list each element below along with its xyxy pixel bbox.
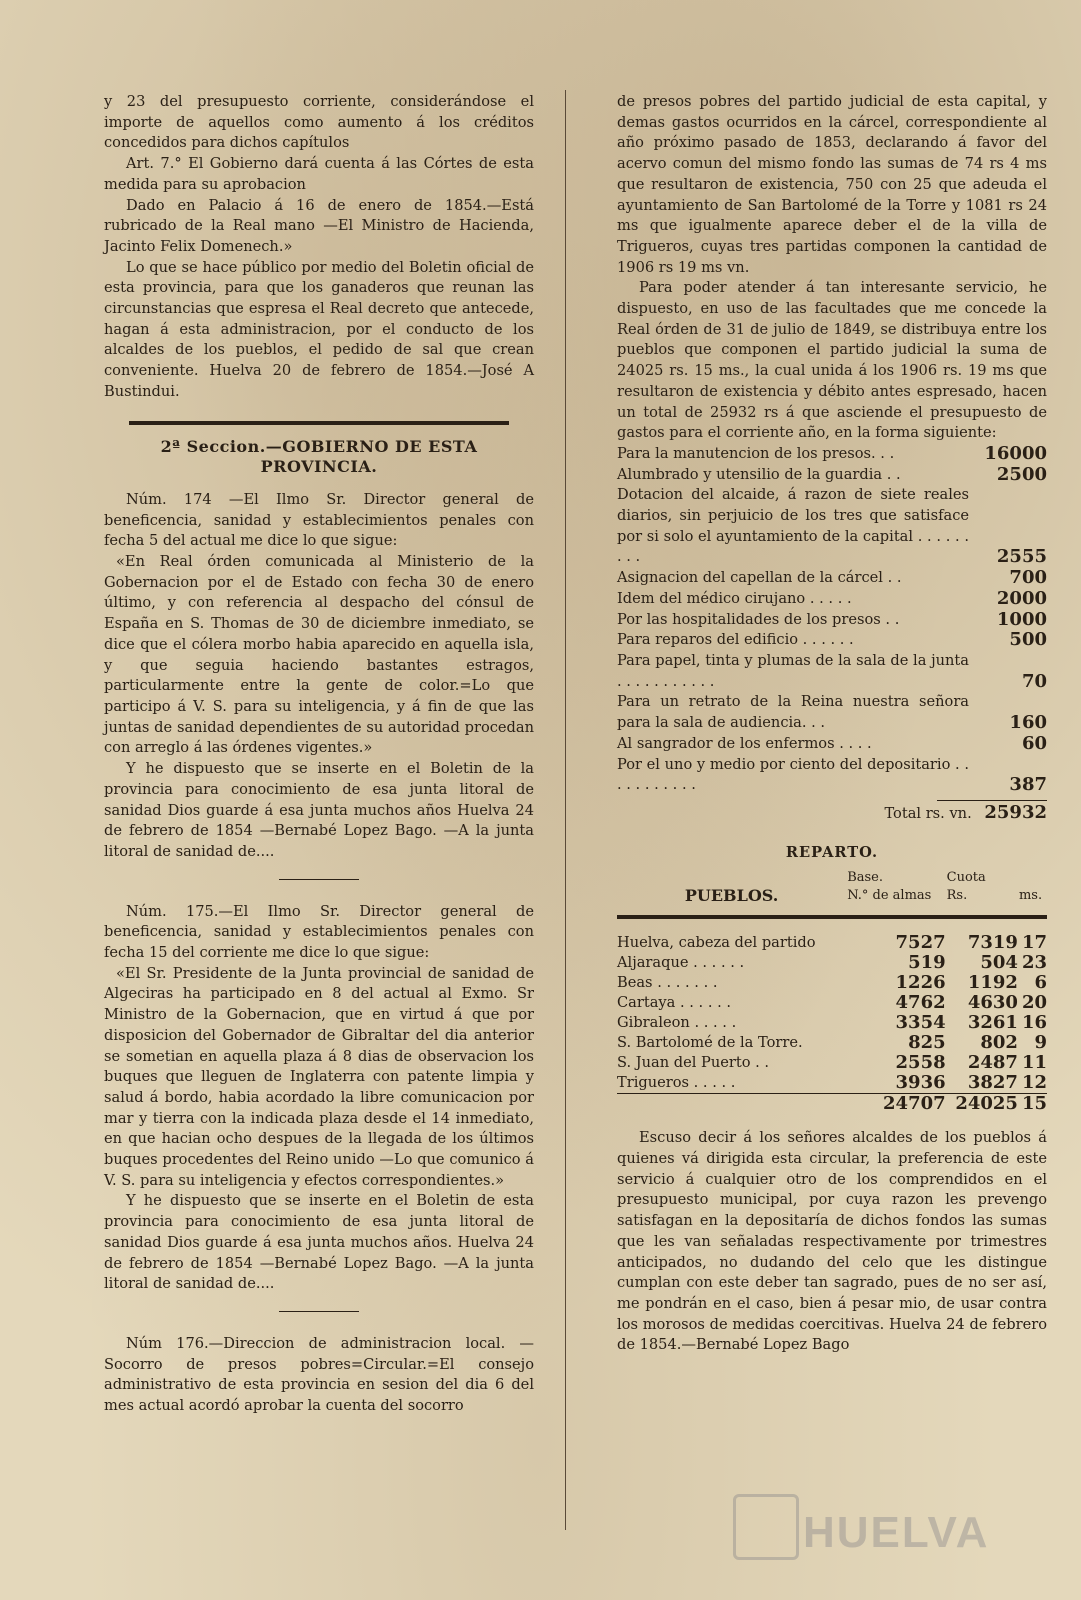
table-row: Trigueros . . . . . 3936 3827 12 bbox=[617, 1072, 1047, 1094]
table-row: Cartaya . . . . . . 4762 4630 20 bbox=[617, 992, 1047, 1014]
budget-row: Por el uno y medio por ciento del depositario . . . . . . . . . . . 387 bbox=[617, 755, 1047, 796]
header-pueblos: PUEBLOS. bbox=[684, 886, 779, 906]
section-title: 2ª Seccion.—GOBIERNO DE ESTA PROVINCIA. bbox=[160, 436, 478, 477]
notice-paragraph: Lo que se hace público por medio del Boletin oficial de esta provincia, para que los ganaderos que reunan las circunstancias que espresa el Real decreto que antecede, hagan á esta administracion, por el conducto de los alcaldes de los pueblos, el pedido de sal que crean conveniente. Huelva 20 de febrero de 1854.—José A Bustindui. bbox=[104, 258, 534, 400]
budget-row: Al sangrador de los enfermos . . . . 60 bbox=[617, 732, 1047, 754]
table-row: Gibraleon . . . . . 3354 3261 16 bbox=[617, 1012, 1047, 1034]
reparto-table bbox=[617, 869, 1047, 1114]
table-row: S. Bartolomé de la Torre. 825 802 9 bbox=[617, 1032, 1047, 1054]
table-row: Huelva, cabeza del partido 7527 7319 17 bbox=[617, 932, 1047, 954]
table-sum-row: 24707 24025 15 bbox=[617, 1094, 1047, 1115]
left-column bbox=[104, 92, 534, 1417]
item-174-quote: «En Real órden comunicada al Ministerio de la Gobernacion por el de Estado con fecha 30 de enero último, y con referencia al despacho del cónsul de España en S. Thomas de 30 de diciembre inmediato, se dice que el cólera morbo habia aparecido en aquella isla, y que seguia haciendo bastantes estragos, particularmente entre la gente de color.=Lo que participo á V. S. para su inteligencia, y á fin de que las juntas de sanidad dependientes de su autoridad procedan con arreglo á las órdenes vigentes.» bbox=[104, 553, 534, 757]
decree-signature: Dado en Palacio á 16 de enero de 1854.—Está rubricado de la Real mano —El Ministro de Hacienda, Jacinto Felix Domenech.» bbox=[104, 196, 534, 255]
total-label: Total rs. vn. bbox=[884, 804, 972, 822]
header-almas: N.° de almas bbox=[847, 888, 932, 904]
header-rs: Rs. bbox=[946, 888, 968, 904]
budget-row: Para reparos del edificio . . . . . . 500 bbox=[617, 629, 1047, 651]
closing-paragraph: Escuso decir á los señores alcaldes de los pueblos á quienes vá dirigida esta circular, la preferencia de este servicio á cualquier otro de los comprendidos en el presupuesto municipal, por cuya razon les prevengo satisfagan en la depositaría de dichos fondos las sumas que les van señaladas respectivamente por trimestres anticipados, no dudando del celo que les distingue cumplan con este deber tan sagrado, pues de no ser así, me pondrán en el caso, bien á pesar mio, de usar contra los morosos de medidas coercitivas. Huelva 24 de febrero de 1854.—Bernabé Lopez Bago bbox=[617, 1129, 1047, 1354]
budget-row: Alumbrado y utensilio de la guardia . . 2500 bbox=[617, 463, 1047, 485]
column-divider bbox=[565, 90, 566, 1530]
item-separator bbox=[279, 1311, 359, 1312]
total-rule bbox=[937, 800, 1047, 801]
table-rule bbox=[617, 905, 1047, 933]
header-base: Base. bbox=[847, 870, 884, 886]
table-row: Beas . . . . . . . 1226 1192 6 bbox=[617, 972, 1047, 994]
budget-row: Idem del médico cirujano . . . . . 2000 bbox=[617, 587, 1047, 609]
total-amount: 25932 bbox=[984, 801, 1047, 823]
budget-row: Dotacion del alcaide, á razon de siete reales diarios, sin perjuicio de los tres que satisface por si solo el ayuntamiento de la capital . . . . . . . . . 2555 bbox=[617, 486, 1047, 568]
header-ms: ms. bbox=[1018, 888, 1043, 904]
reparto-title: REPARTO. bbox=[785, 843, 879, 861]
budget-row: Por las hospitalidades de los presos . . 1000 bbox=[617, 608, 1047, 630]
budget-list bbox=[617, 444, 1047, 796]
item-separator bbox=[279, 879, 359, 880]
budget-total bbox=[617, 803, 1047, 825]
header-cuota: Cuota bbox=[946, 870, 986, 886]
budget-row: Para papel, tinta y plumas de la sala de la junta . . . . . . . . . . . 70 bbox=[617, 651, 1047, 692]
section-rule bbox=[129, 421, 509, 425]
table-row: Aljaraque . . . . . . 519 504 23 bbox=[617, 952, 1047, 974]
budget-row: Para un retrato de la Reina nuestra señora para la sala de audiencia. . . 160 bbox=[617, 693, 1047, 734]
item-176-intro: Núm 176.—Direccion de administracion local. —Socorro de presos pobres=Circular.=El consejo administrativo de esta provincia en sesion del dia 6 del mes actual acordó aprobar la cuenta del socorro bbox=[104, 1334, 534, 1415]
item-175-quote: «El Sr. Presidente de la Junta provincial de sanidad de Algeciras ha participado en 8 del actual al Exmo. Sr Ministro de la Gobernacion, que en virtud á que por disposicion del Gobernador de Gibraltar del dia anterior se sometian en aquella plaza á 8 dias de observacion los buques que lleguen de Inglaterra con patente limpia y salud á bordo, habia acordado la libre comunicacion por mar y tierra con la indicada plaza desde el 14 inmediato, en que hacian ocho despues de la llegada de los últimos buques procedentes del Reino unido —Lo que comunico á V. S. para su inteligencia y efectos correspondientes.» bbox=[104, 964, 534, 1189]
watermark-text: HUELVA bbox=[803, 1508, 990, 1557]
shield-icon bbox=[733, 1494, 799, 1560]
item-175-closing: Y he dispuesto que se inserte en el Boletin de esta provincia para conocimiento de esa junta litoral de sanidad Dios guarde á esa junta muchos años. Huelva 24 de febrero de 1854 —Bernabé Lopez Bago. —A la junta litoral de sanidad de.... bbox=[104, 1192, 534, 1293]
paragraph-continued: de presos pobres del partido judicial de esta capital, y demas gastos ocurridos en la cárcel, correspondiente al año próximo pasado de 1853, declarando á favor del acervo comun del mismo fondo las sumas de 74 rs 4 ms que resultaron de existencia, 750 con 25 que adeuda el ayuntamiento de San Bartolomé de la Torre y 1081 rs 24 ms que igualmente aparece deber el de la villa de Trigueros, cuyas tres partidas componen la cantidad de 1906 rs 19 ms vn. bbox=[617, 93, 1047, 276]
item-175-intro: Núm. 175.—El Ilmo Sr. Director general de beneficencia, sanidad y establecimientos penales con fecha 15 del corriente me dice lo que sigue: bbox=[104, 902, 534, 962]
table-row: S. Juan del Puerto . . 2558 2487 11 bbox=[617, 1052, 1047, 1074]
paragraph-continued: y 23 del presupuesto corriente, considerándose el importe de aquellos como aumento á los créditos concedidos para dichos capítulos bbox=[104, 93, 534, 152]
budget-intro: Para poder atender á tan interesante servicio, he dispuesto, en uso de las facultades que me concede la Real órden de 31 de julio de 1849, se distribuya entre los pueblos que componen el partido judicial la suma de 24025 rs. 15 ms., la cual unida á los 1906 rs. 19 ms que resultaron de existencia y débito antes espresado, hacen un total de 25932 rs á que asciende el presupuesto de gastos para el corriente año, en la forma siguiente: bbox=[617, 279, 1047, 442]
budget-row: Para la manutencion de los presos. . . 16000 bbox=[617, 442, 1047, 464]
article-7: Art. 7.° El Gobierno dará cuenta á las Córtes de esta medida para su aprobacion bbox=[104, 155, 534, 193]
budget-row: Asignacion del capellan de la cárcel . . 700 bbox=[617, 567, 1047, 589]
item-174-intro: Núm. 174 —El Ilmo Sr. Director general de beneficencia, sanidad y establecimientos penales con fecha 5 del actual me dice lo que sigue: bbox=[104, 490, 534, 550]
right-column bbox=[617, 92, 1047, 1356]
item-174-closing: Y he dispuesto que se inserte en el Boletin de la provincia para conocimiento de esa junta litoral de sanidad Dios guarde á esa junta muchos años Huelva 24 de febrero de 1854 —Bernabé Lopez Bago. —A la junta litoral de sanidad de.... bbox=[104, 760, 534, 860]
